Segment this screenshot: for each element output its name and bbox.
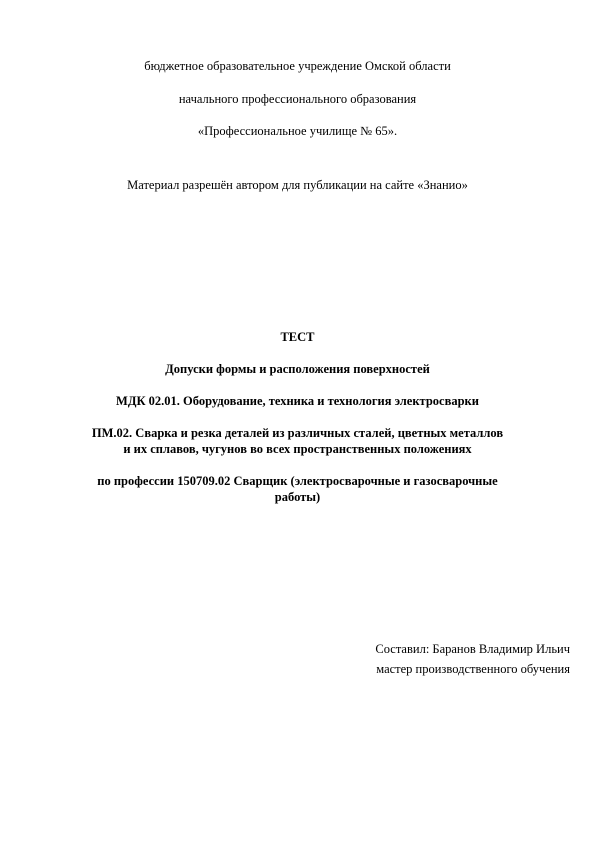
author-position: мастер производственного обучения: [376, 662, 570, 676]
course-code: МДК 02.01. Оборудование, техника и технология электросварки: [116, 394, 479, 408]
institution-line-3: «Профессиональное училище № 65».: [197, 124, 398, 138]
institution-line-2: начального профессионального образования: [178, 92, 417, 106]
permission-note: Материал разрешён автором для публикации на сайте «Знанио»: [127, 178, 468, 192]
module-line-1: ПМ.02. Сварка и резка деталей из различных сталей, цветных металлов: [91, 426, 504, 440]
institution-line-1: бюджетное образовательное учреждение Омской области: [144, 59, 451, 73]
profession-line: по профессии 150709.02 Сварщик (электросварочные и газосварочные работы): [97, 474, 498, 504]
author-name: Составил: Баранов Владимир Ильич: [375, 642, 570, 656]
document-title: ТЕСТ: [280, 330, 315, 344]
test-topic: Допуски формы и расположения поверхностей: [165, 362, 430, 376]
module-line-2: и их сплавов, чугунов во всех пространственных положениях: [123, 442, 472, 456]
